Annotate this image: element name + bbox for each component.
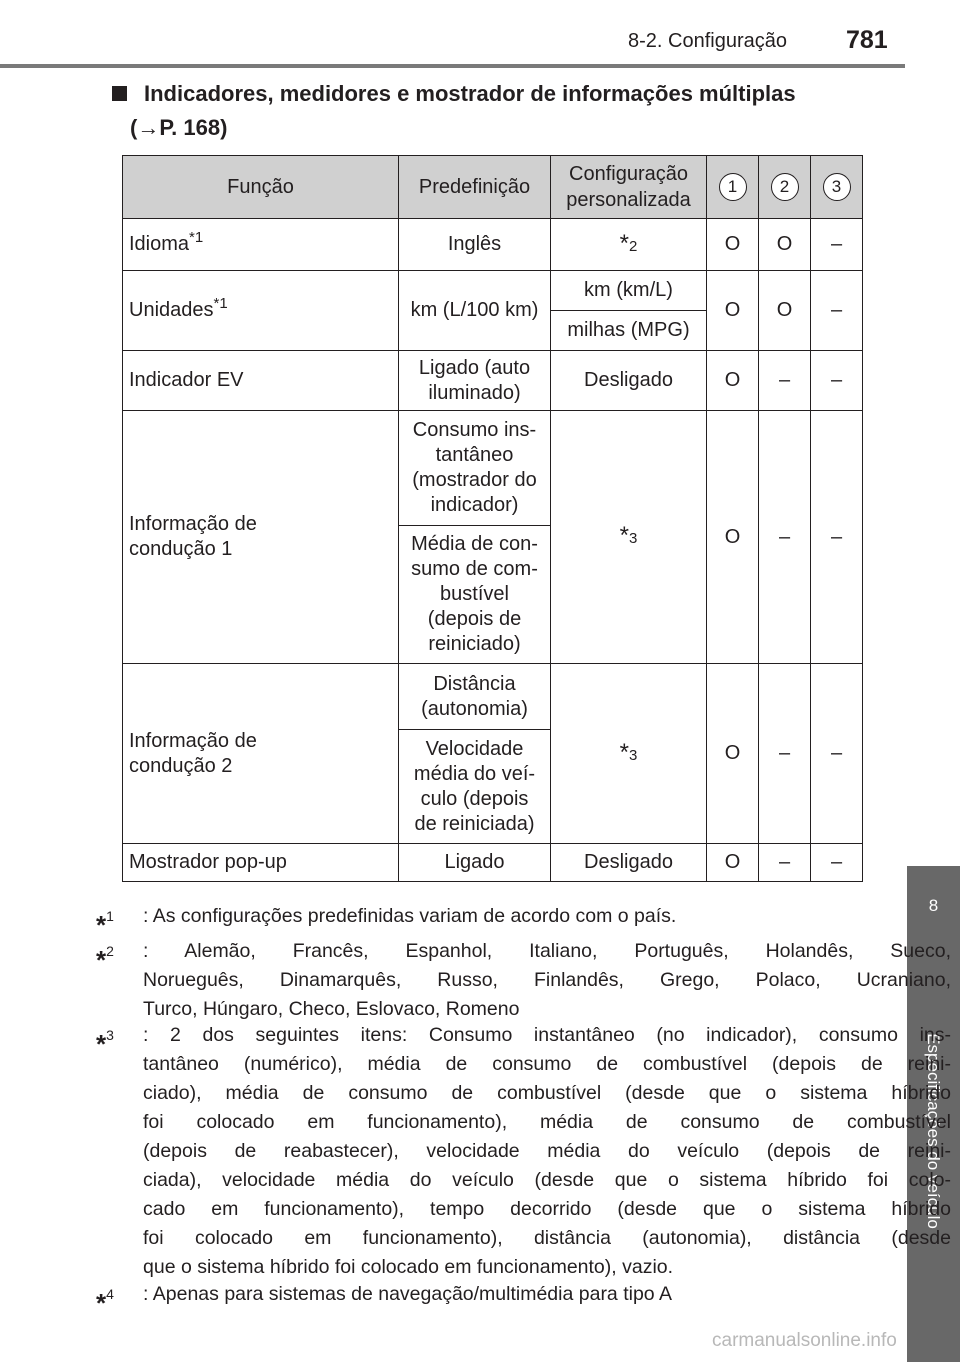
watermark: carmanualsonline.info <box>712 1330 897 1351</box>
col-header-method-1 <box>707 156 759 219</box>
row-function-unidades <box>123 271 399 351</box>
function-line: condução 1 <box>129 538 233 560</box>
default-line: indicador) <box>430 494 519 516</box>
asterisk: * <box>96 945 107 975</box>
settings-table <box>122 155 863 882</box>
default-line: média do veí- <box>413 762 536 785</box>
asterisk-number: 3 <box>629 530 638 547</box>
asterisk: * <box>619 229 629 257</box>
footnote-line: : Alemão, Francês, Espanhol, Italiano, Português, Holandês, Sueco, <box>143 940 951 962</box>
default-value <box>399 730 551 844</box>
table-header-row <box>123 156 863 219</box>
custom-value: milhas (MPG) <box>551 311 707 351</box>
footnote-line: Turco, Húngaro, Checo, Eslovaco, Romeno <box>143 998 520 1020</box>
circled-1-icon: 1 <box>719 173 747 201</box>
custom-value: Desligado <box>551 844 707 882</box>
footnote-marker <box>96 902 114 940</box>
col-header-function: Função <box>123 156 399 219</box>
default-line: culo (depois <box>420 787 529 810</box>
col-header-method-3 <box>811 156 863 219</box>
default-line: Ligado (auto <box>418 356 531 379</box>
asterisk: * <box>619 738 629 766</box>
default-line: iluminado) <box>428 381 521 404</box>
method-2-value: O <box>759 219 811 271</box>
row-function-idioma <box>123 219 399 271</box>
default-line: Distância <box>433 672 516 695</box>
heading-line-2: (→P. 168) <box>130 115 228 140</box>
custom-value: km (km/L) <box>551 271 707 311</box>
default-line: Consumo ins- <box>412 419 537 441</box>
default-value: km (L/100 km) <box>399 271 551 351</box>
default-value: Inglês <box>399 219 551 271</box>
footnote-text <box>143 1280 951 1309</box>
method-3-value: – <box>811 411 863 664</box>
function-label: Mostrador pop-up <box>123 844 399 882</box>
asterisk: * <box>96 1029 107 1059</box>
table-row <box>123 351 863 411</box>
method-2-value: O <box>759 271 811 351</box>
default-value: Ligado <box>399 844 551 882</box>
footnote-number: 4 <box>106 1286 114 1302</box>
footnote-line: tantâneo (numérico), média de consumo de combustível (depois de reini- <box>143 1053 951 1075</box>
footnote-marker <box>96 1021 114 1059</box>
default-line: (mostrador do <box>412 469 537 491</box>
footnote-line: (depois de reabastecer), velocidade média do veículo (depois de reini- <box>143 1140 951 1162</box>
method-3-value: – <box>811 351 863 411</box>
header-rule <box>0 64 905 68</box>
footnote-line: ciada), velocidade média do veículo (desde que o sistema híbrido foi colo- <box>143 1169 951 1191</box>
footnote-line: : 2 dos seguintes itens: Consumo instantâneo (no indicador), consumo ins- <box>143 1024 951 1046</box>
col-header-custom <box>551 156 707 219</box>
col-header-method-2 <box>759 156 811 219</box>
function-line: condução 2 <box>129 754 233 777</box>
chapter-title: Especificações do veículo <box>924 1033 943 1229</box>
footnote-text <box>143 937 951 1024</box>
function-line: Informação de <box>129 513 257 535</box>
method-1-value: O <box>707 219 759 271</box>
footnote-line: : Apenas para sistemas de navegação/multimédia para tipo A <box>143 1283 672 1305</box>
default-value <box>399 526 551 664</box>
function-label <box>123 411 399 664</box>
asterisk-number: 2 <box>629 237 638 255</box>
default-line: de reiniciada) <box>414 812 535 835</box>
function-label: Indicador EV <box>123 351 399 411</box>
function-label: Unidades <box>129 299 214 321</box>
footnote-line: ciado), média de consumo de combustível (desde que o sistema híbrido <box>143 1082 951 1104</box>
footnote-text <box>143 1021 951 1282</box>
default-line: sumo de com- <box>411 558 538 580</box>
footnote-line: : As configurações predefinidas variam de acordo com o país. <box>143 905 677 927</box>
default-line: (autonomia) <box>421 697 528 720</box>
heading-line-1: Indicadores, medidores e mostrador de informações múltiplas <box>144 81 796 106</box>
footnote-line: que o sistema híbrido foi colocado em funcionamento), vazio. <box>143 1256 674 1278</box>
method-2-value: – <box>759 844 811 882</box>
method-3-value: – <box>811 219 863 271</box>
default-line: (depois de <box>427 608 522 630</box>
default-line: tantâneo <box>435 444 514 466</box>
footnote-marker <box>96 1280 114 1318</box>
default-value <box>399 664 551 730</box>
method-2-value: – <box>759 351 811 411</box>
function-label: Idioma <box>129 233 190 255</box>
table-row <box>123 219 863 271</box>
table-row <box>123 844 863 882</box>
footnote-line: Norueguês, Dinamarquês, Russo, Finlandês, Grego, Polaco, Ucraniano, <box>143 969 951 991</box>
default-line: bustível <box>440 583 509 605</box>
custom-value <box>551 664 707 844</box>
asterisk: * <box>96 1288 107 1318</box>
asterisk: * <box>619 522 629 549</box>
table-row <box>123 271 863 311</box>
footnote-line: foi colocado em funcionamento), média de consumo de combustível <box>143 1111 951 1133</box>
asterisk-number: 3 <box>629 746 638 764</box>
footnote-number: 1 <box>106 908 114 924</box>
footnote-line: cado em funcionamento), tempo decorrido (desde que o sistema híbrido <box>143 1198 951 1220</box>
default-line: reiniciado) <box>428 633 521 655</box>
heading-bullet-icon <box>112 86 127 101</box>
function-label <box>123 664 399 844</box>
col-header-default: Predefinição <box>399 156 551 219</box>
default-value <box>399 411 551 526</box>
chapter-number: 8 <box>928 896 939 915</box>
method-1-value: O <box>707 411 759 664</box>
footnote-number: 2 <box>106 943 114 959</box>
method-2-value: – <box>759 411 811 664</box>
method-1-value: O <box>707 351 759 411</box>
footnote-number: 3 <box>106 1027 114 1043</box>
footnote-marker <box>96 937 114 975</box>
default-line: Média de con- <box>411 533 538 555</box>
method-2-value: – <box>759 664 811 844</box>
default-line: Velocidade <box>425 737 524 760</box>
method-1-value: O <box>707 844 759 882</box>
default-value <box>399 351 551 411</box>
method-3-value: – <box>811 664 863 844</box>
circled-2-icon: 2 <box>771 173 799 201</box>
col-header-custom-line2: personalizada <box>566 189 691 211</box>
footnote-ref: *1 <box>189 229 204 246</box>
section-title: 8-2. Configuração <box>628 30 787 52</box>
method-1-value: O <box>707 664 759 844</box>
custom-value: Desligado <box>551 351 707 411</box>
method-3-value: – <box>811 271 863 351</box>
col-header-custom-line1: Configuração <box>569 163 688 185</box>
footnote-ref: *1 <box>213 295 228 312</box>
table-row <box>123 411 863 526</box>
circled-3-icon: 3 <box>823 173 851 201</box>
custom-value <box>551 411 707 664</box>
footnote-line: foi colocado em funcionamento), distância (autonomia), distância (desde <box>143 1227 951 1249</box>
page-number: 781 <box>846 26 888 54</box>
function-line: Informação de <box>129 729 257 752</box>
footnote-text <box>143 902 951 931</box>
method-1-value: O <box>707 271 759 351</box>
custom-value <box>551 219 707 271</box>
method-3-value: – <box>811 844 863 882</box>
asterisk: * <box>96 910 107 940</box>
table-row <box>123 664 863 730</box>
